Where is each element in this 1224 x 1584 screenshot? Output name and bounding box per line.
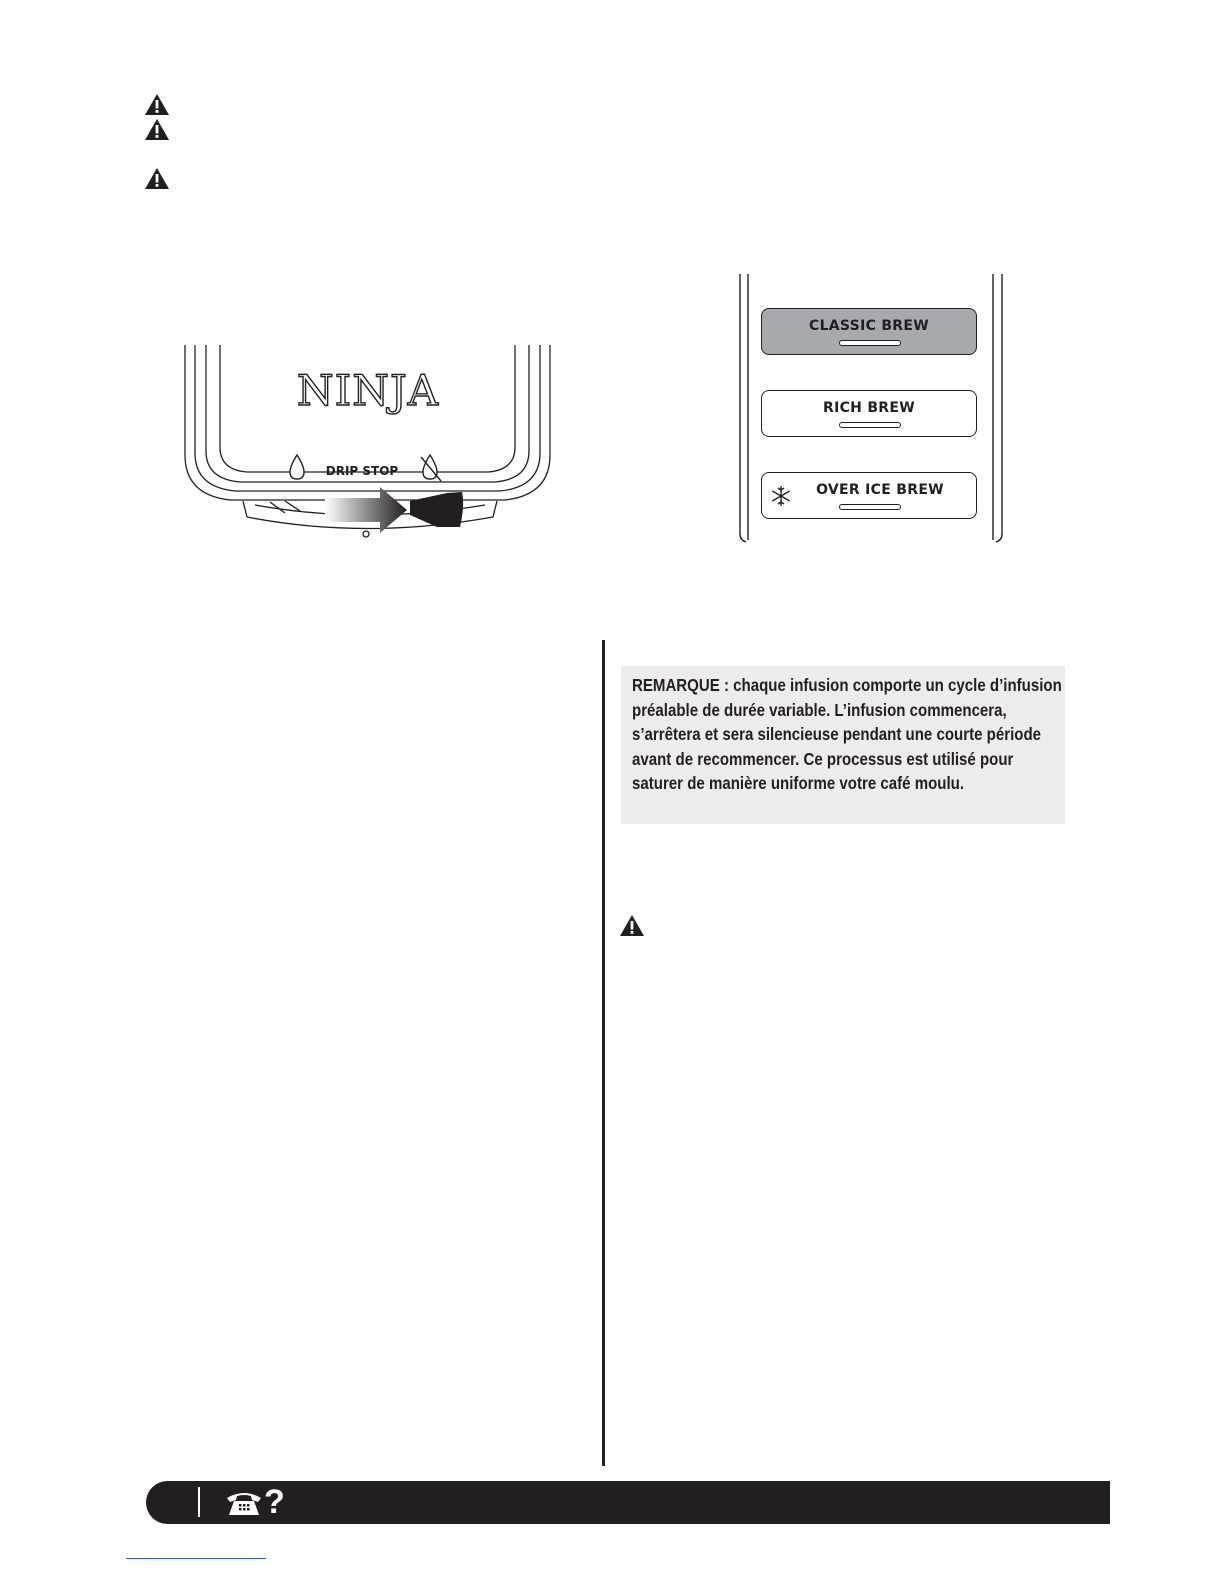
no-drip-icon: [421, 455, 441, 481]
rich-brew-indicator: [839, 422, 901, 428]
classic-brew-label: CLASSIC BREW: [809, 318, 929, 334]
warning-icon: [144, 118, 170, 141]
over-ice-brew-button[interactable]: [761, 472, 977, 519]
brew-panel-illustration: [730, 272, 1010, 544]
rich-brew-button[interactable]: [761, 390, 977, 437]
column-divider: [602, 640, 605, 1466]
rich-brew-label: RICH BREW: [822, 400, 915, 416]
classic-brew-button[interactable]: [761, 308, 977, 355]
footer-bar: [146, 1481, 1110, 1524]
classic-brew-indicator: [839, 340, 901, 346]
link-underline: [126, 1558, 266, 1559]
coffee-maker-base-drawing: [175, 335, 565, 545]
drip-stop-illustration: [175, 335, 565, 545]
phone-icon: [224, 1489, 264, 1517]
warning-icon: [144, 167, 170, 190]
over-ice-brew-indicator: [839, 504, 901, 510]
note-box: [621, 666, 1065, 824]
drip-stop-label: DRIP STOP: [325, 464, 399, 478]
note-text: REMARQUE : chaque infusion comporte un cycle d’infusion préalable de durée variable. L’infusion commencera, s’arrêtera et sera silencieuse pendant une courte période avant de recommencer. Ce processus est utilisé pour saturer de manière uniforme votre café moulu.: [632, 675, 1062, 794]
over-ice-brew-label: OVER ICE BREW: [816, 482, 944, 498]
brand-logo: NINJA: [296, 366, 440, 415]
footer-divider: [198, 1487, 200, 1517]
help-question-mark: ?: [264, 1483, 285, 1521]
warning-icon: [144, 93, 170, 116]
warning-icon: [619, 914, 645, 937]
drop-icon: [290, 455, 304, 479]
drip-stop-lever: [410, 492, 463, 527]
slide-arrow-icon: [325, 487, 407, 533]
